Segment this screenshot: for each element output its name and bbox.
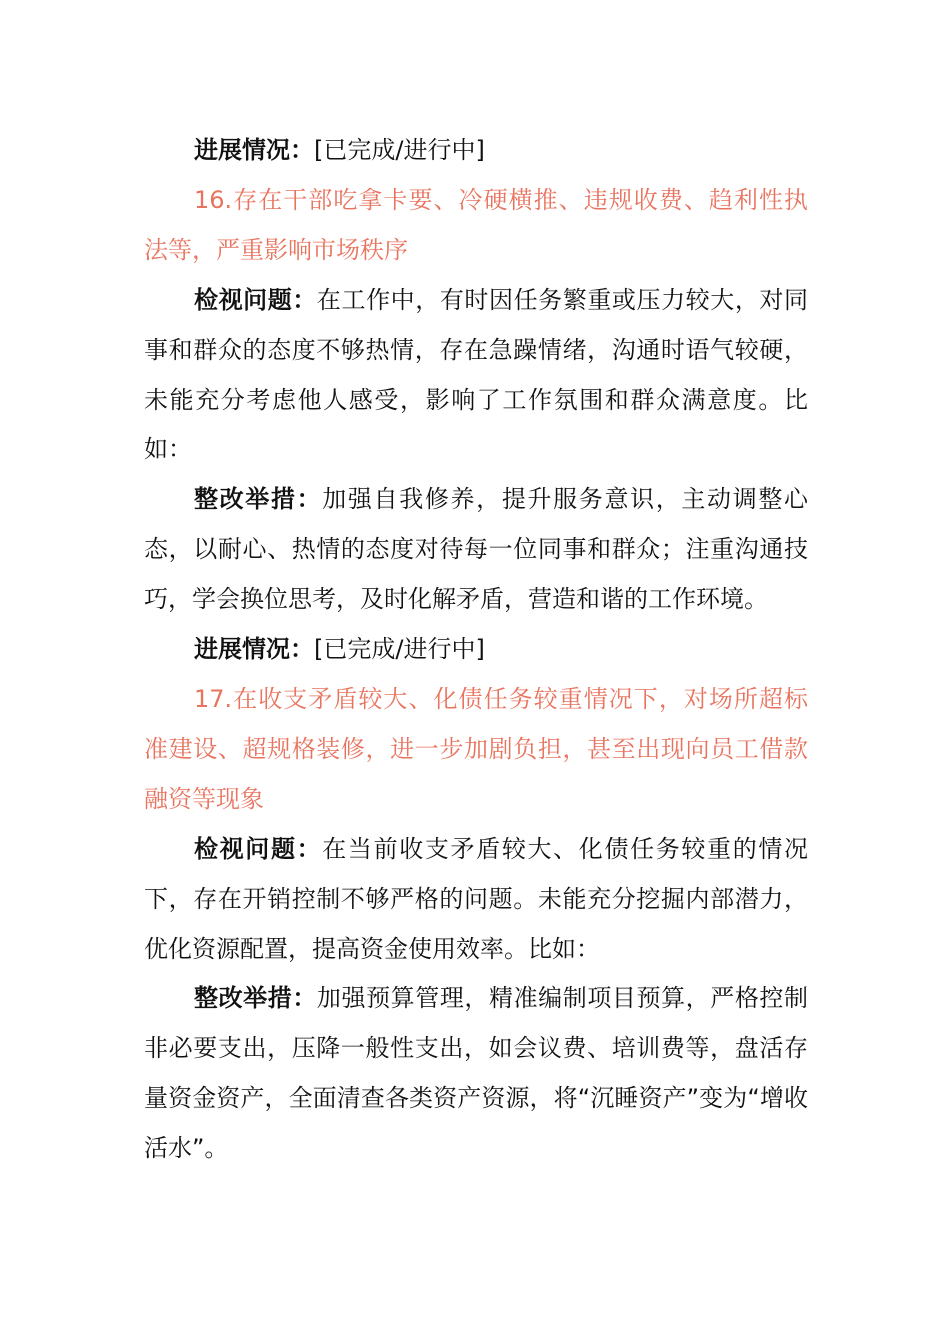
measures-text: 加强自我修养，提升服务意识，主动调整心态，以耐心、热情的态度对待每一位同事和群众；注重沟通技巧，学会换位思考，及时化解矛盾，营造和谐的工作环境。	[144, 485, 809, 614]
progress-label: 进展情况：	[194, 635, 314, 664]
measures-text: 加强预算管理，精准编制项目预算，严格控制非必要支出，压降一般性支出，如会议费、培训费等，盘活存量资金资产，全面清查各类资产资源，将“沉睡资产”变为“增收活水”。	[144, 984, 809, 1163]
document-content	[144, 126, 808, 1174]
progress-value: [已完成/进行中]	[314, 136, 485, 164]
item-17-review-paragraph	[144, 825, 808, 975]
item-16-heading: 16.存在干部吃拿卡要、冷硬横推、违规收费、趋利性执法等，严重影响市场秩序	[144, 185, 808, 264]
item-16-review-paragraph	[144, 276, 808, 476]
review-text: 在当前收支矛盾较大、化债任务较重的情况下，存在开销控制不够严格的问题。未能充分挖掘内部潜力，优化资源配置，提高资金使用效率。比如：	[144, 834, 809, 963]
measures-label: 整改举措：	[194, 485, 323, 514]
item-16-progress-paragraph	[144, 625, 808, 675]
review-label: 检视问题：	[194, 834, 323, 863]
review-text: 在工作中，有时因任务繁重或压力较大，对同事和群众的态度不够热情，存在急躁情绪，沟通时语气较硬，未能充分考虑他人感受，影响了工作氛围和群众满意度。比如：	[144, 285, 809, 464]
review-label: 检视问题：	[194, 285, 317, 314]
progress-status-paragraph	[144, 126, 808, 176]
item-17-heading: 17.在收支矛盾较大、化债任务较重情况下，对场所超标准建设、超规格装修，进一步加剧负担，甚至出现向员工借款融资等现象	[144, 684, 808, 813]
item-16-measures-paragraph	[144, 475, 808, 625]
measures-label: 整改举措：	[194, 984, 317, 1013]
progress-label: 进展情况：	[194, 136, 314, 164]
item-17-measures-paragraph	[144, 974, 808, 1174]
progress-value: [已完成/进行中]	[314, 635, 485, 664]
